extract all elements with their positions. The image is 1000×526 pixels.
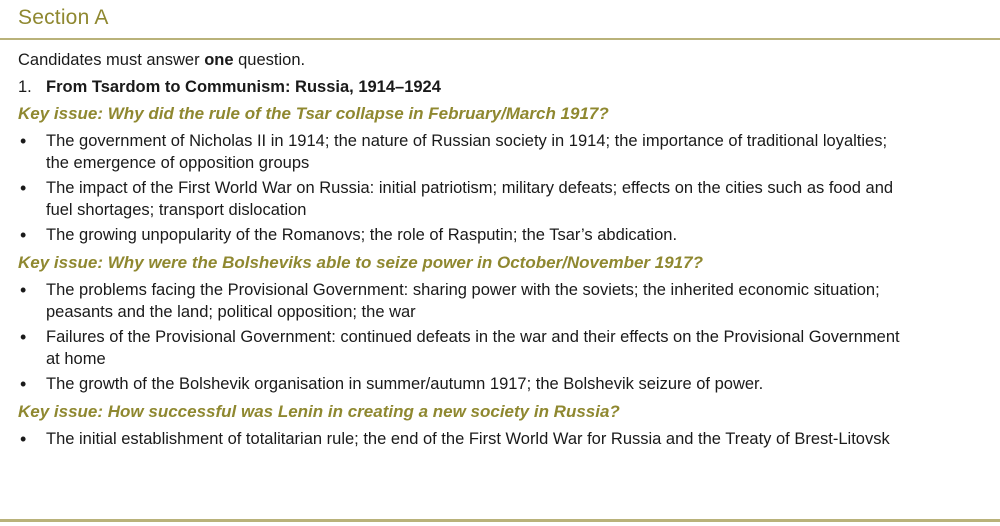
list-item — [18, 224, 908, 246]
list-item-text: The growing unpopularity of the Romanovs; the role of Rasputin; the Tsar’s abdication. — [46, 226, 678, 244]
instructions — [18, 49, 993, 71]
bullet-icon: • — [20, 429, 27, 449]
key-issue-heading: Key issue: How successful was Lenin in creating a new society in Russia? — [18, 402, 620, 421]
bullet-icon: • — [20, 178, 27, 198]
list-item-text: The government of Nicholas II in 1914; the nature of Russian society in 1914; the importance of traditional loyalties; the emergence of opposition groups — [46, 132, 888, 172]
list-item-text: The problems facing the Provisional Government: sharing power with the soviets; the inherited economic situation; peasants and the land; political opposition; the war — [46, 281, 880, 321]
list-item — [18, 177, 908, 221]
list-item — [18, 326, 908, 370]
instructions-text-after: question. — [233, 51, 306, 69]
bullet-icon: • — [20, 374, 27, 394]
list-item — [18, 428, 908, 450]
question-number: 1. — [18, 78, 32, 96]
bullet-list — [18, 279, 993, 395]
question-heading — [18, 76, 993, 98]
list-item-text: Failures of the Provisional Government: continued defeats in the war and their effects on the Provisional Government at home — [46, 328, 900, 368]
list-item-text: The growth of the Bolshevik organisation in summer/autumn 1917; the Bolshevik seizure of power. — [46, 375, 764, 393]
question-title: From Tsardom to Communism: Russia, 1914–1924 — [46, 78, 441, 96]
document-body — [18, 49, 993, 456]
list-item — [18, 373, 908, 395]
bullet-icon: • — [20, 327, 27, 347]
bullet-icon: • — [20, 280, 27, 300]
bottom-divider — [0, 519, 1000, 522]
list-item — [18, 279, 908, 323]
key-issue-heading: Key issue: Why were the Bolsheviks able to seize power in October/November 1917? — [18, 253, 703, 272]
key-issue-heading: Key issue: Why did the rule of the Tsar collapse in February/March 1917? — [18, 104, 609, 123]
section-divider — [0, 38, 1000, 40]
instructions-emphasis: one — [204, 51, 234, 69]
bullet-icon: • — [20, 131, 27, 151]
bullet-icon: • — [20, 225, 27, 245]
bullet-list — [18, 130, 993, 246]
list-item — [18, 130, 908, 174]
section-title: Section A — [18, 6, 109, 29]
instructions-text-before: Candidates must answer — [18, 51, 205, 69]
bullet-list — [18, 428, 993, 450]
list-item-text: The impact of the First World War on Russia: initial patriotism; military defeats; effects on the cities such as food and fuel shortages; transport dislocation — [46, 179, 894, 219]
list-item-text: The initial establishment of totalitarian rule; the end of the First World War for Russia and the Treaty of Brest-Litovsk — [46, 430, 890, 448]
